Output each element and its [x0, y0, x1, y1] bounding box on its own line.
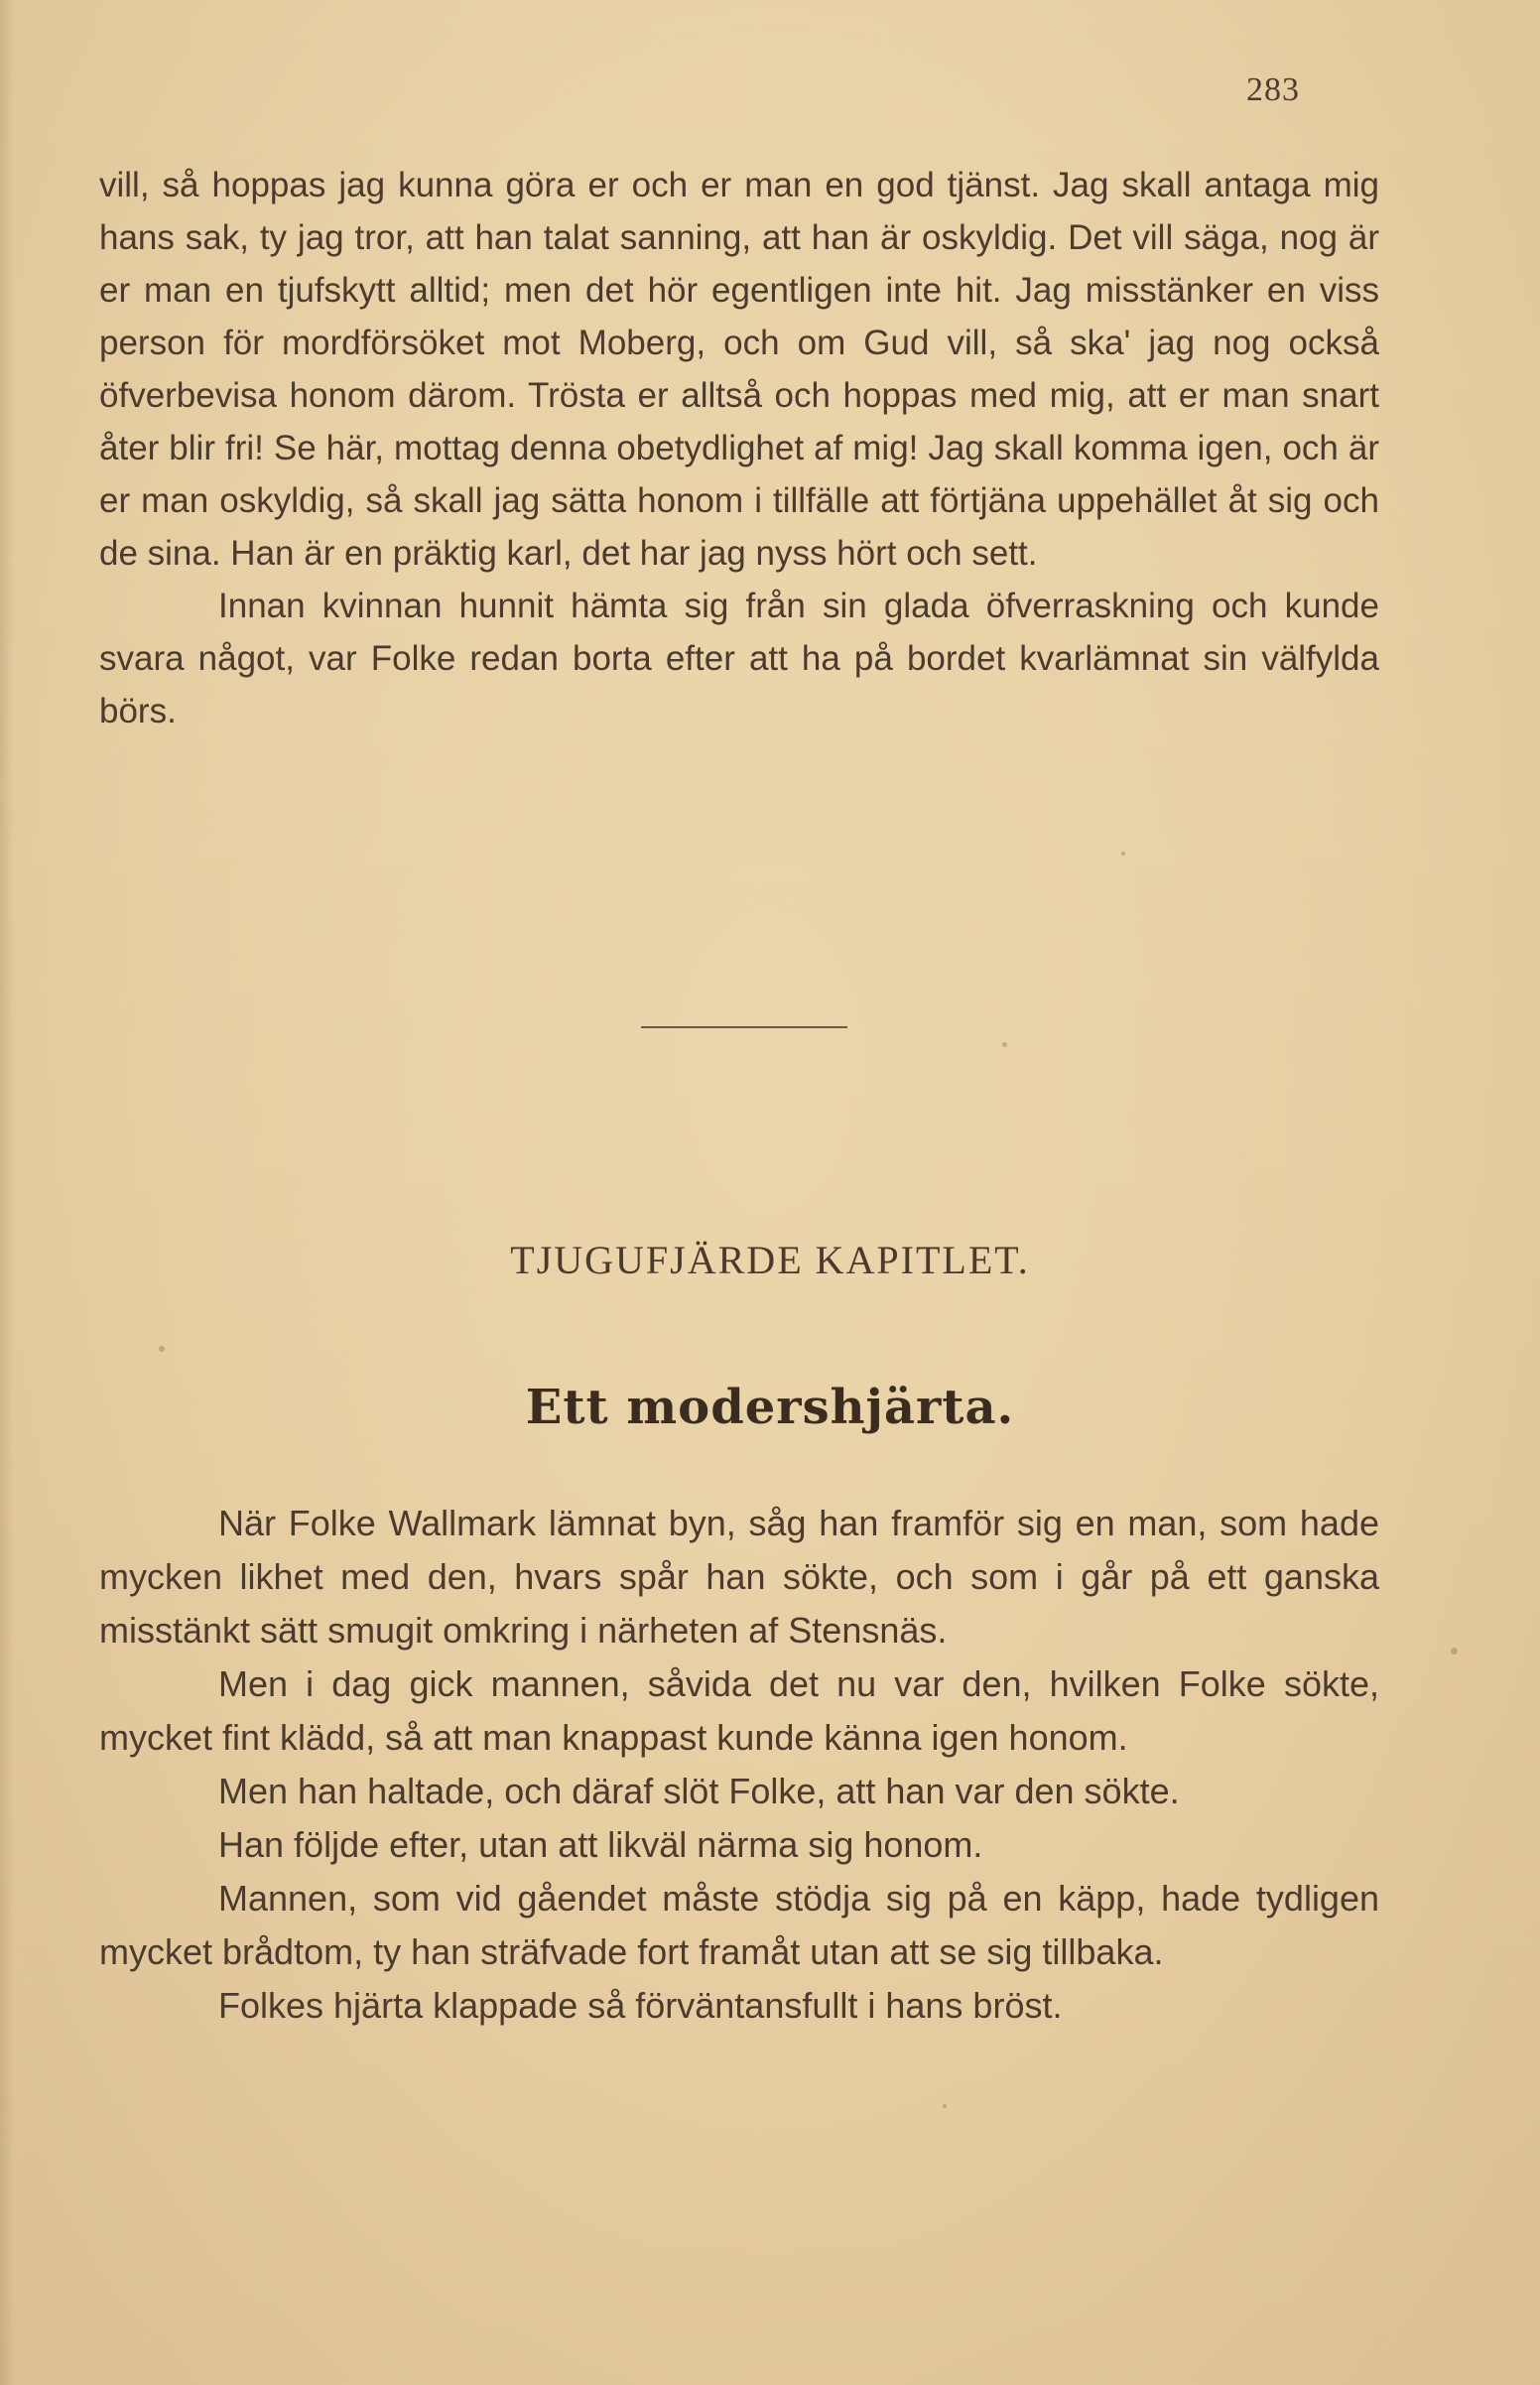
- page-number: 283: [1246, 71, 1300, 108]
- bottom-text-block: [99, 1497, 1379, 2033]
- left-edge-shadow: [0, 0, 14, 2385]
- paper-speck: [943, 2104, 947, 2108]
- paragraph: Men han haltade, och däraf slöt Folke, att han var den sökte.: [218, 1771, 1180, 1811]
- chapter-title: Ett modershjärta.: [525, 1380, 1015, 1435]
- section-divider: [641, 1026, 847, 1028]
- top-text-block: [99, 159, 1379, 737]
- paragraph: När Folke Wallmark lämnat byn, såg han framför sig en man, som hade mycken likhet med den, hvars spår han sökte, och som i går på ett ganska misstänkt sätt smugit omkring i närheten af Stensnäs.: [99, 1503, 1379, 1651]
- paragraph: Men i dag gick mannen, såvida det nu var den, hvilken Folke sökte, mycket fint klädd, så att man knappast kunde känna igen honom.: [99, 1663, 1379, 1758]
- chapter-heading: TJUGUFJÄRDE KAPITLET.: [510, 1238, 1030, 1282]
- paragraph: Han följde efter, utan att likväl närma sig honom.: [218, 1824, 983, 1865]
- paragraph: Mannen, som vid gåendet måste stödja sig på en käpp, hade tydligen mycket brådtom, ty han sträfvade fort framåt utan att se sig tillbaka.: [99, 1878, 1379, 1972]
- paper-speck: [159, 1346, 165, 1352]
- paper-speck: [1451, 1648, 1458, 1655]
- paragraph: vill, så hoppas jag kunna göra er och er man en god tjänst. Jag skall antaga mig hans sak, ty jag tror, att han talat sanning, att han är oskyldig. Det vill säga, nog är er man en tjufskytt alltid; men det hör egentligen inte hit. Jag misstänker en viss person för mordförsöket mot Moberg, och om Gud vill, så ska' jag nog också öfverbevisa honom därom. Trösta er alltså och hoppas med mig, att er man snart åter blir fri! Se här, mottag denna obetydlighet af mig! Jag skall komma igen, och är er man oskyldig, så skall jag sätta honom i tillfälle att förtjäna uppehället åt sig och de sina. Han är en präktig karl, det har jag nyss hört och sett.: [99, 166, 1379, 573]
- paper-speck: [1121, 852, 1125, 856]
- paragraph: Innan kvinnan hunnit hämta sig från sin glada öfverraskning och kunde svara något, var Folke redan borta efter att ha på bordet kvarlämnat sin välfylda börs.: [99, 587, 1379, 730]
- paragraph: Folkes hjärta klappade så förväntansfullt i hans bröst.: [218, 1985, 1063, 2026]
- paper-speck: [1002, 1042, 1007, 1047]
